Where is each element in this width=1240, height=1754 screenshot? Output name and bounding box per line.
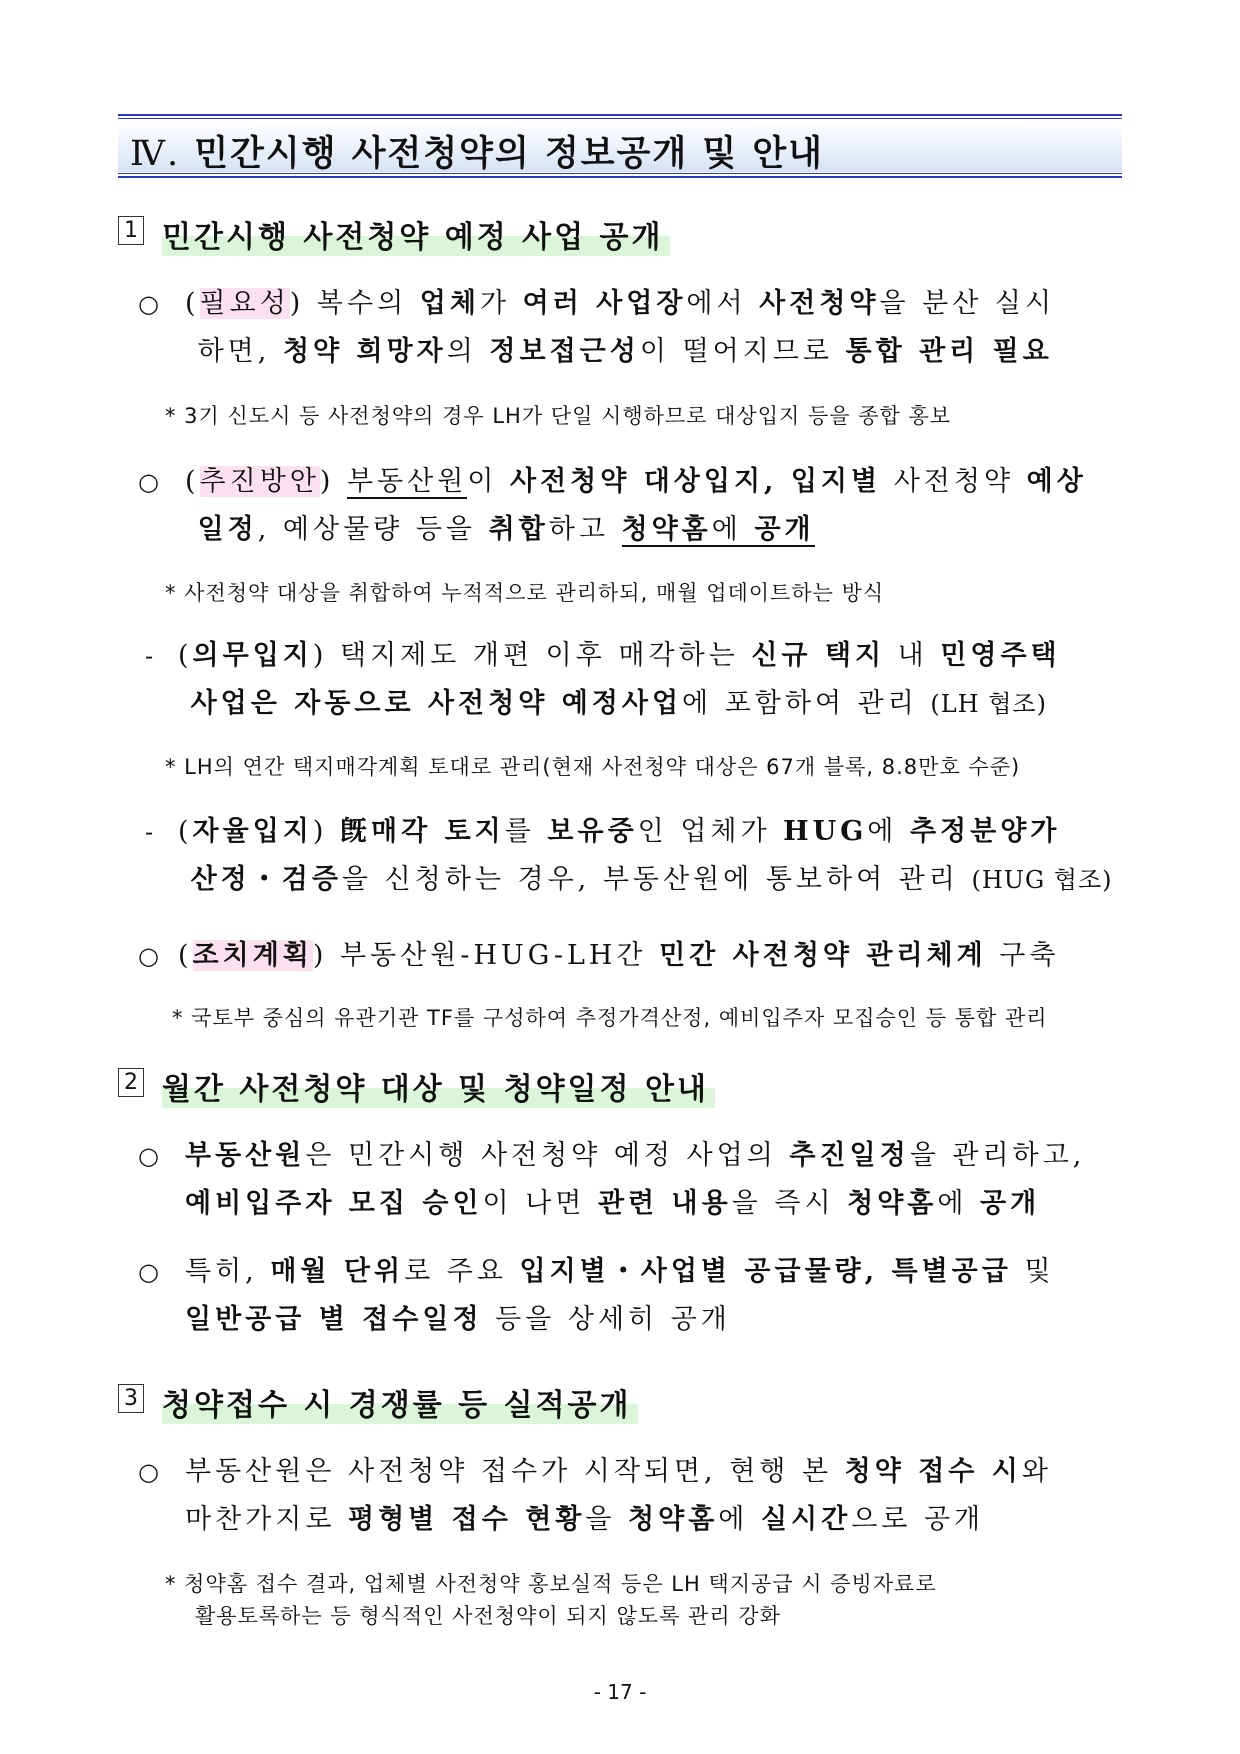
section-title: 월간 사전청약 대상 및 청약일정 안내 [162,1064,715,1108]
section-title: 민간시행 사전청약 예정 사업 공개 [162,212,670,256]
bullet: ○ [138,1458,159,1486]
bullet: ○ [138,290,159,318]
chapter-header [118,114,1122,178]
bullet: ○ [138,468,159,496]
note: * 국토부 중심의 유관기관 TF를 구성하여 추정가격산정, 예비입주자 모집승인 등 통합 관리 [172,1006,1048,1030]
bullet: - [145,818,154,846]
section-number: 1 [118,216,144,245]
paragraph-mandatory-site: (의무입지) 택지제도 개편 이후 매각하는 신규 택지 내 민영주택 사업은 자동으로 사전청약 예정사업에 포함하여 관리 (LH 협조) [178,640,1061,719]
note: * LH의 연간 택지매각계획 토대로 관리(현재 사전청약 대상은 67개 블록, 8.8만호 수준) [165,755,1021,779]
paragraph-monthly-detail: 특히, 매월 단위로 주요 입지별・사업별 공급물량, 특별공급 및 일반공급 별 접수일정 등을 상세히 공개 [185,1256,1055,1335]
bullet: - [145,642,154,670]
note: * 사전청약 대상을 취합하여 누적적으로 관리하되, 매월 업데이트하는 방식 [165,581,885,605]
section-number: 3 [118,1384,144,1413]
note: * 3기 신도시 등 사전청약의 경우 LH가 단일 시행하므로 대상입지 등을 종합 홍보 [165,404,952,428]
bullet: ○ [138,942,159,970]
page-number: - 17 - [593,1680,647,1704]
chapter-title: Ⅳ. 민간시행 사전청약의 정보공개 및 안내 [130,134,824,174]
paragraph-necessity: (필요성) 복수의 업체가 여러 사업장에서 사전청약을 분산 실시 하면, 청약 희망자의 정보접근성이 떨어지므로 통합 관리 필요 [185,288,1056,367]
paragraph-voluntary-site: (자율입지) 旣매각 토지를 보유중인 업체가 HUG에 추정분양가 산정・검증을 신청하는 경우, 부동산원에 통보하여 관리 (HUG 협조) [178,816,1113,895]
section-title: 청약접수 시 경쟁률 등 실적공개 [162,1380,638,1424]
paragraph-schedule-management: 부동산원은 민간시행 사전청약 예정 사업의 추진일정을 관리하고, 예비입주자 모집 승인이 나면 관련 내용을 즉시 청약홈에 공개 [185,1140,1086,1219]
note-continued: 활용토록하는 등 형식적인 사전청약이 되지 않도록 관리 강화 [195,1604,781,1628]
paragraph-realtime-disclosure: 부동산원은 사전청약 접수가 시작되면, 현행 본 청약 접수 시와 마찬가지로 평형별 접수 현황을 청약홈에 실시간으로 공개 [185,1456,1052,1535]
bullet: ○ [138,1142,159,1170]
paragraph-plan: (추진방안) 부동산원이 사전청약 대상입지, 입지별 사전청약 예상 일정, 예상물량 등을 취합하고 청약홈에 공개 [185,466,1087,545]
section-number: 2 [118,1068,144,1097]
paragraph-action-plan: (조치계획) 부동산원-HUG-LH간 민간 사전청약 관리체계 구축 [178,940,1060,971]
note: * 청약홈 접수 결과, 업체별 사전청약 홍보실적 등은 LH 택지공급 시 증빙자료로 [165,1572,937,1596]
bullet: ○ [138,1258,159,1286]
